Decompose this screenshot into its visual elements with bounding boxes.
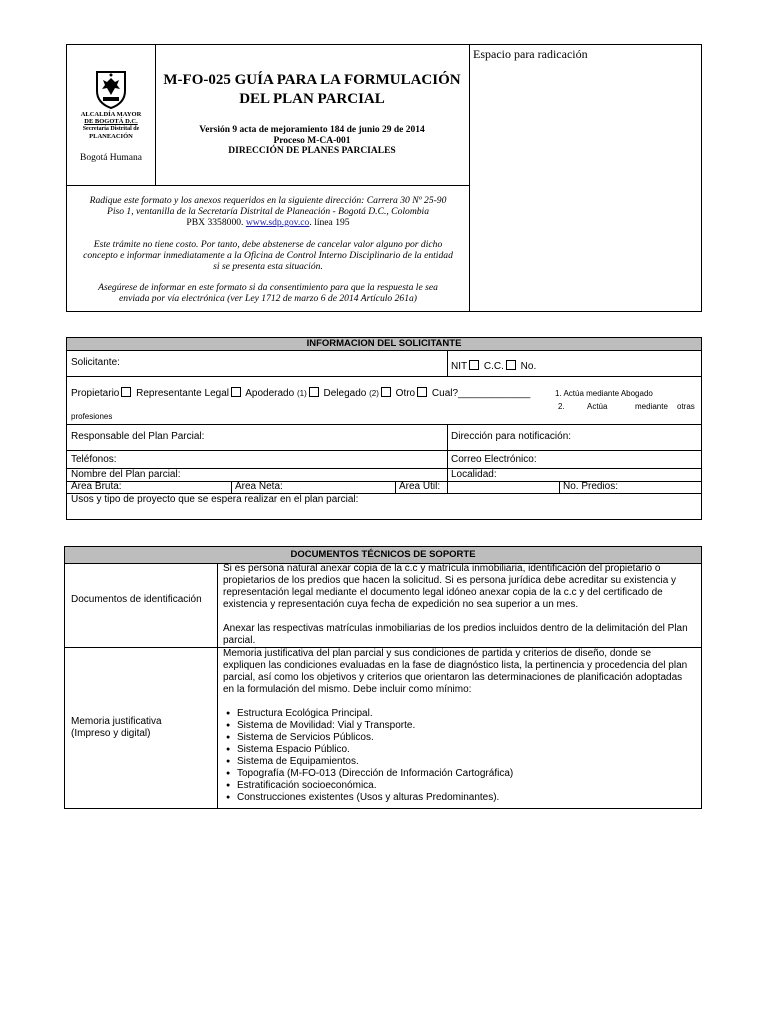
radicacion-cell <box>469 45 701 311</box>
cual-field[interactable]: Cual?_____________ <box>431 388 531 399</box>
footnote-2-word: otras <box>677 402 695 411</box>
title-line: DEL PLAN PARCIAL <box>239 91 385 107</box>
requirements-list <box>223 708 695 804</box>
area-neta-label: Area Neta: <box>235 481 283 492</box>
list-item: ● Construcciones existentes (Usos y alturas Predominantes). <box>237 792 695 804</box>
list-item: ● Sistema de Equipamientos. <box>237 756 695 768</box>
direccion-label: Dirección para notificación: <box>451 431 572 442</box>
responsable-label: Responsable del Plan Parcial: <box>71 431 205 442</box>
representante-checkbox[interactable] <box>231 387 241 397</box>
form-title <box>155 71 469 109</box>
instructions-consent <box>73 282 463 304</box>
logo-text: ALCALDÍA MAYOR <box>80 111 142 118</box>
usos-label: Usos y tipo de proyecto que se espera realizar en el plan parcial: <box>71 494 359 505</box>
paragraph <box>223 648 695 696</box>
version-text: Versión 9 acta de mejoramiento 184 de junio 29 de 2014 <box>199 125 425 135</box>
divider <box>447 351 448 376</box>
instructions-cell <box>67 185 469 311</box>
footnote-1: 1. Actúa mediante Abogado <box>555 389 653 398</box>
footnote-2-cont: profesiones <box>71 412 113 421</box>
instruction-line: enviada por vía electrónica (ver Ley 1712 de marzo 6 de 2014 Artículo 261a) <box>119 293 417 304</box>
applicant-role-group <box>71 387 530 399</box>
divider <box>395 481 396 493</box>
text-line: Si es persona natural anexar copia de la c.c y matrícula inmobiliaria, identificación del propietario o <box>223 563 661 574</box>
apoderado-checkbox[interactable] <box>309 387 319 397</box>
direction-text: DIRECCIÓN DE PLANES PARCIALES <box>228 146 396 156</box>
instruction-line: Asegúrese de informar en este formato si da consentimiento para que la respuesta le sea <box>98 282 438 293</box>
applicant-heading: INFORMACION DEL SOLICITANTE <box>67 338 701 351</box>
correo-label: Correo Electrónico: <box>451 454 537 465</box>
footnote-ref: (1) <box>296 389 307 398</box>
otro-checkbox[interactable] <box>417 387 427 397</box>
logo-subtitle: Bogotá Humana <box>79 153 142 163</box>
logo-cell <box>67 45 155 185</box>
logo-text: DE BOGOTÁ D.C. <box>84 118 138 125</box>
form-header <box>66 44 702 312</box>
no-predios-label: No. Predios: <box>563 481 619 492</box>
list-item: ● Sistema Espacio Público. <box>237 744 695 756</box>
doc-row-label: Documentos de identificación <box>71 594 202 605</box>
logo-text: PLANEACIÓN <box>89 133 133 140</box>
label-line: (Impreso y digital) <box>71 728 151 739</box>
instructions-cost <box>73 239 463 272</box>
delegado-label: Delegado <box>323 388 367 399</box>
divider <box>67 376 701 377</box>
radicacion-label: Espacio para radicación <box>473 47 588 61</box>
process-text: Proceso M-CA-001 <box>273 136 351 146</box>
telefonos-label: Teléfonos: <box>71 454 117 465</box>
text-line: existencia y representación cuya fecha de expedición no sea superior a un mes. <box>223 599 579 610</box>
divider <box>559 481 560 493</box>
applicant-table <box>66 337 702 520</box>
text-line: parcial, así como los objetivos y criterios que orientaron las determinaciones de planificación adoptadas <box>223 672 683 683</box>
footnote-ref: (2) <box>369 389 379 398</box>
apoderado-label: Apoderado <box>245 388 295 399</box>
delegado-checkbox[interactable] <box>381 387 391 397</box>
list-item: ● Topografía (M-FO-013 (Dirección de Información Cartográfica) <box>237 768 695 780</box>
footnote-2-word: mediante <box>635 402 668 411</box>
doc-row-description <box>223 648 695 804</box>
doc-row-description <box>223 563 695 647</box>
instruction-line: si se presenta esta situación. <box>213 261 323 272</box>
representante-label: Representante Legal <box>136 388 229 399</box>
text-line: Anexar las respectivas matrículas inmobiliarias de los predios incluidos dentro de la delimitación del Plan <box>223 623 688 634</box>
divider <box>231 481 232 493</box>
area-bruta-label: Area Bruta: <box>71 481 122 492</box>
text-line: propietarios de los predios que hacen la solicitud. Si es persona jurídica debe acreditar su existencia y <box>223 575 677 586</box>
divider <box>67 450 701 451</box>
propietario-checkbox[interactable] <box>121 387 131 397</box>
text-line: parcial. <box>223 635 256 646</box>
divider <box>447 424 448 493</box>
title-line: M-FO-025 GUÍA PARA LA FORMULACIÓN <box>163 72 461 88</box>
cc-checkbox[interactable] <box>506 360 516 370</box>
nombre-plan-label: Nombre del Plan parcial: <box>71 469 181 480</box>
list-item: ● Estructura Ecológica Principal. <box>237 708 695 720</box>
instruction-line: Radique este formato y los anexos requeridos en la siguiente dirección: Carrera 30 Nº 25-90 <box>89 195 447 206</box>
cc-label: C.C. <box>483 361 504 372</box>
area-util-label: Area Util: <box>399 481 441 492</box>
localidad-label: Localidad: <box>451 469 497 480</box>
paragraph <box>223 563 695 611</box>
label-line: Memoria justificativa <box>71 716 162 727</box>
list-item: ● Sistema de Movilidad: Vial y Transporte. <box>237 720 695 732</box>
doc-row-label <box>65 716 223 740</box>
solicitante-label: Solicitante: <box>71 357 120 368</box>
pbx-text: PBX 3358000. <box>186 217 246 228</box>
propietario-label: Propietario <box>71 388 120 399</box>
nit-label: NIT <box>451 361 468 372</box>
id-type-group <box>451 360 536 372</box>
list-item: ● Estratificación socioeconómica. <box>237 780 695 792</box>
list-item: ● Sistema de Servicios Públicos. <box>237 732 695 744</box>
instruction-line <box>73 217 463 228</box>
extension-text: . línea 195 <box>309 217 350 228</box>
text-line: en la formulación del mismo. Debe incluir como mínimo: <box>223 684 472 695</box>
instructions-address <box>73 195 463 228</box>
documents-table <box>64 546 702 809</box>
divider <box>67 424 701 425</box>
sdp-website-link[interactable]: www.sdp.gov.co <box>245 217 310 228</box>
documents-heading: DOCUMENTOS TÉCNICOS DE SOPORTE <box>65 547 701 564</box>
paragraph <box>223 623 695 647</box>
instruction-line: Piso 1, ventanilla de la Secretaría Distrital de Planeación - Bogotá D.C., Colombia <box>106 206 430 217</box>
nit-checkbox[interactable] <box>469 360 479 370</box>
instruction-line: concepto e informar inmediatamente a la Oficina de Control Interno Disciplinario de la entidad <box>83 250 453 261</box>
id-number-label: No. <box>520 361 537 372</box>
bogota-crest-icon <box>94 69 128 109</box>
footnote-2-word: Actúa <box>587 402 608 411</box>
text-line: Memoria justificativa del plan parcial y sus condiciones de partida y criterios de diseño, donde se <box>223 648 652 659</box>
otro-label: Otro <box>395 388 416 399</box>
logo-text: Secretaría Distrital de <box>82 126 140 132</box>
footnote-2-num: 2. <box>558 402 565 411</box>
title-cell <box>155 45 469 185</box>
text-line: representación legal mediante el documento legal idóneo anexar copia de la c.c y del certificado de <box>223 587 663 598</box>
instruction-line: Este trámite no tiene costo. Por tanto, debe abstenerse de cancelar valor alguno por dicho <box>93 239 443 250</box>
text-line: expliquen las condiciones evaluadas en la fase de diagnóstico lista, la pertinencia y procedencia del plan <box>223 660 688 671</box>
